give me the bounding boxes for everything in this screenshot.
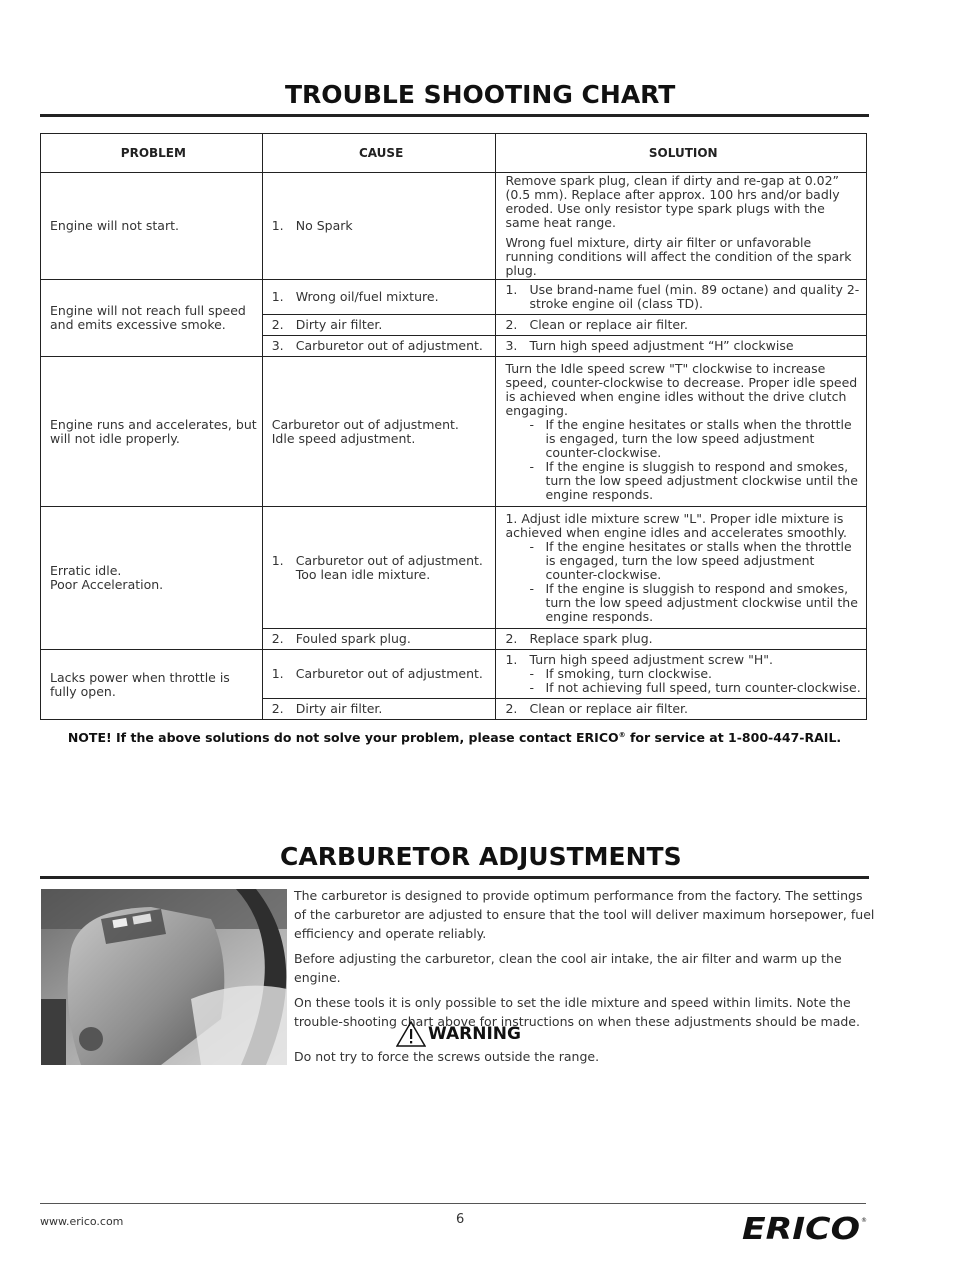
list-number: 2.	[505, 317, 518, 332]
paragraph: On these tools it is only possible to set the idle mixture and speed within limits. Note the trouble-shooting chart above for instructions on when these adjustments should be made.	[294, 995, 860, 1029]
list-number: 2.	[271, 317, 284, 332]
note-text: for service at 1-800-447-RAIL.	[625, 730, 842, 745]
paragraph: The carburetor is designed to provide optimum performance from the factory. The settings of the carburetor are adjusted to ensure that the tool will deliver maximum horsepower, fuel efficiency and operate reliably.	[294, 888, 875, 941]
carburetor-photo	[41, 889, 287, 1065]
solution-text: Use brand-name fuel (min. 89 octane) and quality 2-stroke engine oil (class TD).	[529, 282, 860, 311]
header-solution: SOLUTION	[496, 134, 867, 173]
note-text: NOTE! If the above solutions do not solve your problem, please contact ERICO	[67, 730, 619, 745]
solution-text: Turn the Idle speed screw "T" clockwise to increase speed, counter-clockwise to decrease. Proper idle speed is achieved when engine idles without the drive clutch engaging.	[505, 360, 858, 418]
solution-bullet: If the engine hesitates or stalls when the throttle is engaged, turn the low speed adjustment counter-clockwise.	[545, 416, 852, 460]
problem-text: Erratic idle.	[50, 563, 122, 578]
problem-cell: Engine will not start.	[41, 173, 263, 280]
trouble-shooting-table	[40, 133, 867, 720]
list-number: 1.	[505, 282, 518, 297]
solution-cell	[496, 173, 867, 280]
table-row	[41, 280, 867, 315]
solution-bullet: If smoking, turn clockwise.	[545, 666, 713, 681]
warning-text: Do not try to force the screws outside the range.	[294, 1049, 600, 1064]
solution-text: Turn high speed adjustment “H” clockwise	[529, 338, 794, 353]
erico-logo	[740, 1213, 868, 1247]
cause-cell	[262, 629, 496, 650]
footer-rule	[40, 1203, 866, 1204]
table-row	[41, 650, 867, 699]
solution-text: Clean or replace air filter.	[529, 317, 688, 332]
solution-bullet: If the engine hesitates or stalls when the throttle is engaged, turn the low speed adjustment counter-clockwise.	[545, 538, 852, 582]
cause-text: Carburetor out of adjustment.	[295, 552, 483, 568]
solution-text: Replace spark plug.	[529, 631, 653, 646]
bullet-dash: -	[529, 666, 534, 681]
table-row	[41, 507, 867, 629]
list-number: 1.	[271, 552, 284, 568]
list-number: 3.	[505, 338, 518, 353]
problem-cell	[41, 507, 263, 650]
list-number: 2.	[271, 631, 284, 646]
carburetor-text	[294, 886, 876, 1037]
table-header-row	[41, 134, 867, 173]
bullet-dash: -	[529, 538, 534, 554]
cause-text: Idle speed adjustment.	[271, 430, 416, 446]
logo-registered-mark: ®	[861, 1217, 867, 1224]
solution-text: Clean or replace air filter.	[529, 701, 688, 716]
bullet-dash: -	[529, 680, 534, 695]
cause-cell	[262, 650, 496, 699]
problem-cell: Engine runs and accelerates, but will not idle properly.	[41, 357, 263, 507]
logo-text: ERICO	[742, 1213, 860, 1243]
list-number: 2.	[271, 701, 284, 716]
solution-cell	[496, 507, 867, 629]
warning-heading	[396, 1021, 521, 1047]
paragraph: Before adjusting the carburetor, clean the cool air intake, the air filter and warm up the engine.	[294, 951, 842, 985]
solution-cell	[496, 315, 867, 336]
title-rule	[40, 876, 869, 879]
list-number: 2.	[505, 631, 518, 646]
cause-cell	[262, 357, 496, 507]
cause-cell	[262, 699, 496, 720]
list-number: 1.	[505, 652, 518, 667]
solution-cell	[496, 336, 867, 357]
list-number: 1.	[271, 666, 284, 681]
cause-cell	[262, 336, 496, 357]
support-note	[40, 730, 869, 745]
cause-text: Dirty air filter.	[295, 701, 383, 716]
trouble-shooting-title: TROUBLE SHOOTING CHART	[285, 80, 676, 109]
solution-bullet: If the engine is sluggish to respond and smokes, turn the low speed adjustment clockwise until the engine responds.	[545, 458, 858, 502]
bullet-dash: -	[529, 458, 534, 474]
list-number: 1.	[271, 218, 284, 233]
solution-cell	[496, 280, 867, 315]
footer-url: www.erico.com	[40, 1215, 124, 1228]
list-number: 3.	[271, 338, 284, 353]
solution-text: Remove spark plug, clean if dirty and re-gap at 0.02” (0.5 mm). Replace after approx. 100 hrs and/or badly eroded. Use only resistor type spark plugs with the same heat range.	[505, 173, 840, 230]
list-number: 1.	[271, 289, 284, 304]
cause-text: Carburetor out of adjustment.	[295, 666, 483, 681]
cause-text: Wrong oil/fuel mixture.	[295, 289, 439, 304]
solution-cell	[496, 629, 867, 650]
solution-cell	[496, 650, 867, 699]
cause-text: Carburetor out of adjustment.	[295, 338, 483, 353]
page-number: 6	[456, 1212, 465, 1227]
problem-text: Poor Acceleration.	[50, 577, 164, 592]
problem-cell: Engine will not reach full speed and emits excessive smoke.	[41, 280, 263, 357]
cause-cell	[262, 315, 496, 336]
solution-bullet: If the engine is sluggish to respond and smokes, turn the low speed adjustment clockwise until the engine responds.	[545, 580, 858, 624]
list-number: 2.	[505, 701, 518, 716]
warning-triangle-icon	[396, 1021, 426, 1047]
cause-cell	[262, 507, 496, 629]
header-cause: CAUSE	[262, 134, 496, 173]
bullet-dash: -	[529, 580, 534, 596]
warning-label: WARNING	[428, 1024, 521, 1044]
solution-cell	[496, 357, 867, 507]
cause-text: Fouled spark plug.	[295, 631, 411, 646]
registered-mark: ®	[618, 730, 626, 739]
problem-cell: Lacks power when throttle is fully open.	[41, 650, 263, 720]
cause-text: Too lean idle mixture.	[295, 566, 431, 582]
cause-cell	[262, 173, 496, 280]
solution-text: Wrong fuel mixture, dirty air filter or unfavorable running conditions will affect the condition of the spark plug.	[505, 235, 852, 278]
header-problem: PROBLEM	[41, 134, 263, 173]
table-row	[41, 173, 867, 280]
carburetor-title: CARBURETOR ADJUSTMENTS	[280, 842, 682, 871]
cause-cell	[262, 280, 496, 315]
solution-cell	[496, 699, 867, 720]
title-rule	[40, 114, 869, 117]
cause-text: Carburetor out of adjustment.	[271, 416, 459, 432]
table-row	[41, 357, 867, 507]
solution-text: Turn high speed adjustment screw "H".	[529, 652, 773, 667]
bullet-dash: -	[529, 416, 534, 432]
cause-text: Dirty air filter.	[295, 317, 383, 332]
solution-bullet: If not achieving full speed, turn counter-clockwise.	[545, 680, 861, 695]
solution-text: 1. Adjust idle mixture screw "L". Proper idle mixture is achieved when engine idles and accelerates smoothly.	[505, 510, 847, 540]
cause-text: No Spark	[295, 218, 353, 233]
